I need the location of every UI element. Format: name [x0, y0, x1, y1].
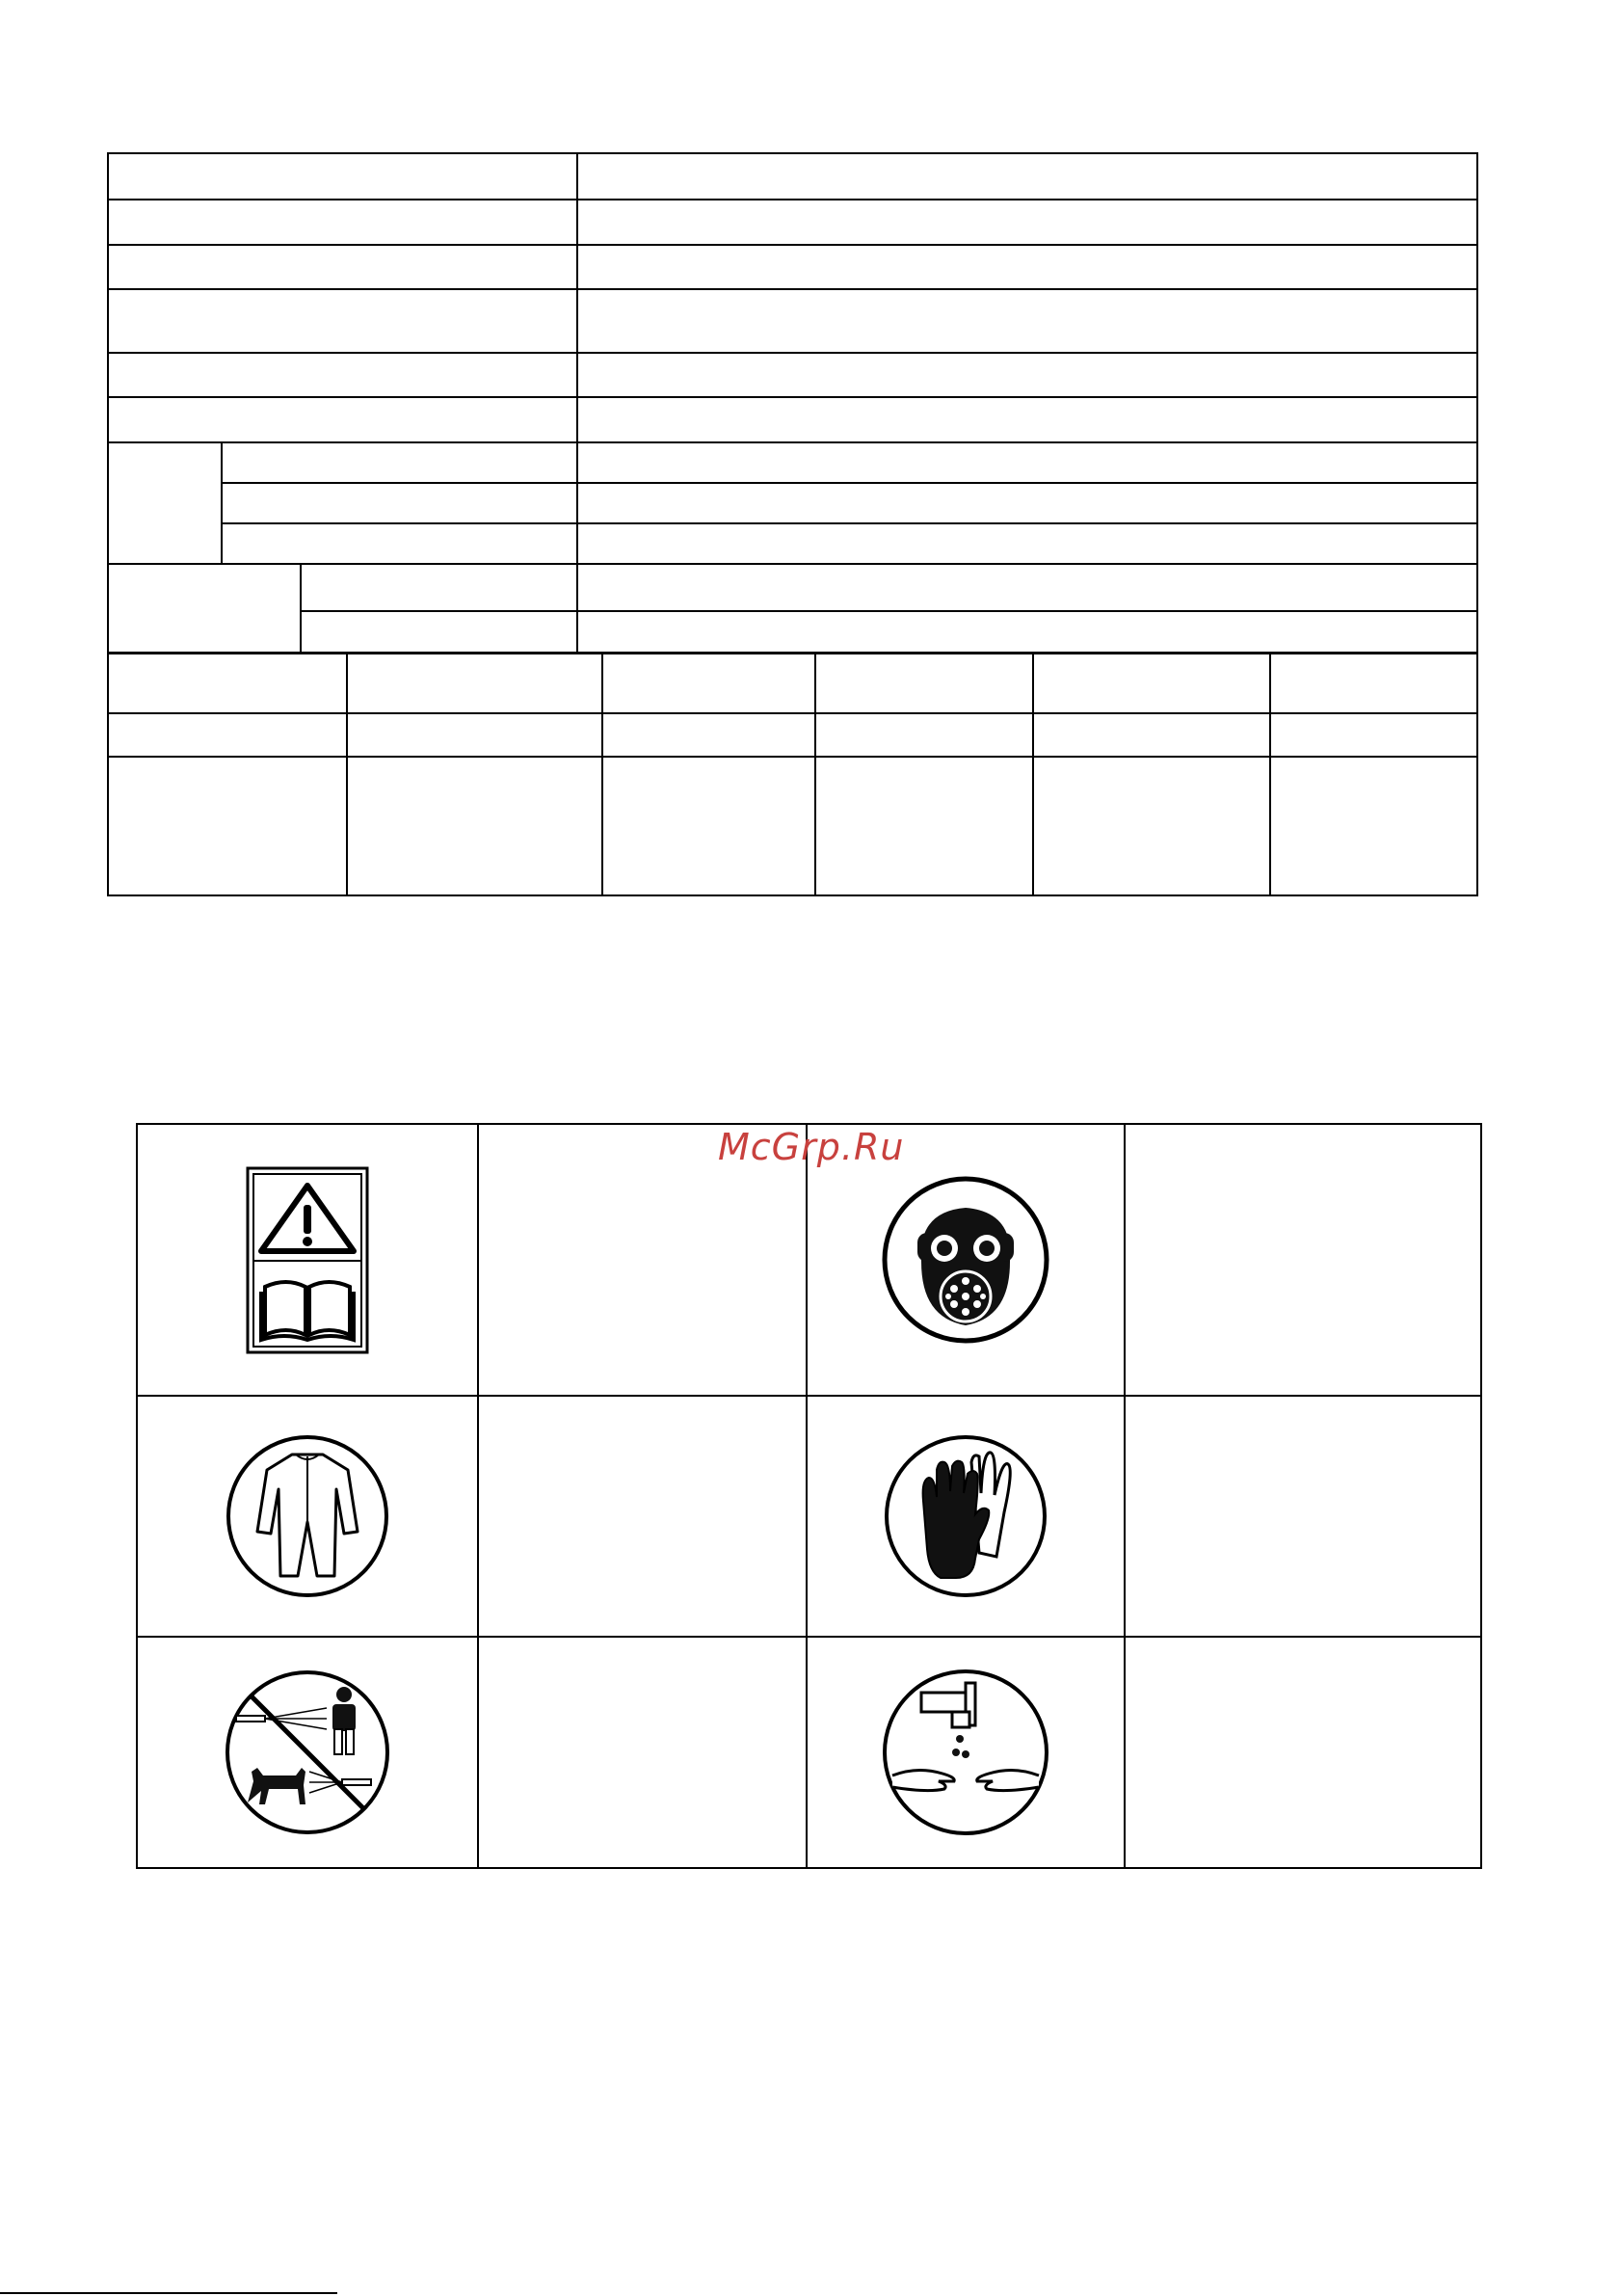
spec-value-cell	[577, 353, 1477, 397]
spec-label-cell	[108, 289, 577, 353]
spec-row	[108, 200, 1477, 245]
dosage-cell	[108, 654, 347, 713]
spec-row	[108, 289, 1477, 353]
pictogram-cell	[807, 1396, 1125, 1637]
spec-sublabel-cell	[301, 564, 577, 611]
pictogram-row	[137, 1396, 1481, 1637]
spec-sublabel-cell	[222, 523, 577, 564]
spec-group-row	[108, 611, 1477, 653]
dosage-cell	[347, 757, 602, 895]
dosage-row	[108, 757, 1477, 895]
description-cell	[478, 1637, 807, 1868]
dosage-cell	[602, 654, 815, 713]
dosage-header-row	[108, 654, 1477, 713]
spec-value-cell	[577, 200, 1477, 245]
description-cell	[1125, 1124, 1481, 1396]
spec-group-label-cell	[108, 564, 301, 653]
spec-group-row	[108, 564, 1477, 611]
dosage-table	[107, 653, 1478, 896]
dosage-cell	[1270, 654, 1477, 713]
wash-hands-icon	[879, 1666, 1052, 1839]
description-cell	[478, 1396, 807, 1637]
no-spray-people-animals-icon	[223, 1668, 392, 1837]
spec-row	[108, 397, 1477, 442]
dosage-cell	[1270, 757, 1477, 895]
safety-pictogram-table	[136, 1123, 1482, 1869]
footnote-rule	[0, 2292, 337, 2294]
dosage-cell	[815, 654, 1033, 713]
spec-label-cell	[108, 353, 577, 397]
spec-value-cell	[577, 289, 1477, 353]
spec-value-cell	[577, 483, 1477, 523]
pictogram-cell	[137, 1637, 478, 1868]
warning-read-manual-icon	[246, 1166, 369, 1354]
dosage-cell	[1033, 713, 1270, 757]
spec-value-cell	[577, 245, 1477, 289]
spec-label-cell	[108, 397, 577, 442]
spec-group-row	[108, 523, 1477, 564]
protective-suit-icon	[225, 1433, 390, 1599]
spec-group-row	[108, 483, 1477, 523]
spec-row	[108, 245, 1477, 289]
description-cell	[1125, 1637, 1481, 1868]
dosage-row	[108, 713, 1477, 757]
pictogram-cell	[807, 1637, 1125, 1868]
gas-mask-icon	[879, 1173, 1052, 1347]
dosage-cell	[602, 713, 815, 757]
protective-gloves-icon	[883, 1433, 1048, 1599]
watermark: McGrp.Ru	[718, 1126, 905, 1168]
dosage-cell	[347, 713, 602, 757]
spec-value-cell	[577, 611, 1477, 653]
spec-sublabel-cell	[222, 442, 577, 483]
spec-sublabel-cell	[301, 611, 577, 653]
spec-label-cell	[108, 245, 577, 289]
dosage-cell	[108, 713, 347, 757]
spec-row	[108, 353, 1477, 397]
spec-label-cell	[108, 153, 577, 200]
dosage-cell	[347, 654, 602, 713]
spec-value-cell	[577, 397, 1477, 442]
spec-sublabel-cell	[222, 483, 577, 523]
spec-group-row	[108, 442, 1477, 483]
spec-value-cell	[577, 564, 1477, 611]
spec-group-label-cell	[108, 442, 222, 564]
dosage-cell	[815, 713, 1033, 757]
dosage-cell	[602, 757, 815, 895]
dosage-cell	[1033, 757, 1270, 895]
pictogram-cell	[137, 1396, 478, 1637]
spec-value-cell	[577, 442, 1477, 483]
dosage-cell	[1033, 654, 1270, 713]
pictogram-row	[137, 1637, 1481, 1868]
spec-row	[108, 153, 1477, 200]
pictogram-cell	[137, 1124, 478, 1396]
spec-label-cell	[108, 200, 577, 245]
description-cell	[1125, 1396, 1481, 1637]
spec-value-cell	[577, 153, 1477, 200]
dosage-cell	[815, 757, 1033, 895]
specifications-table	[107, 152, 1478, 654]
dosage-cell	[1270, 713, 1477, 757]
dosage-cell	[108, 757, 347, 895]
spec-value-cell	[577, 523, 1477, 564]
